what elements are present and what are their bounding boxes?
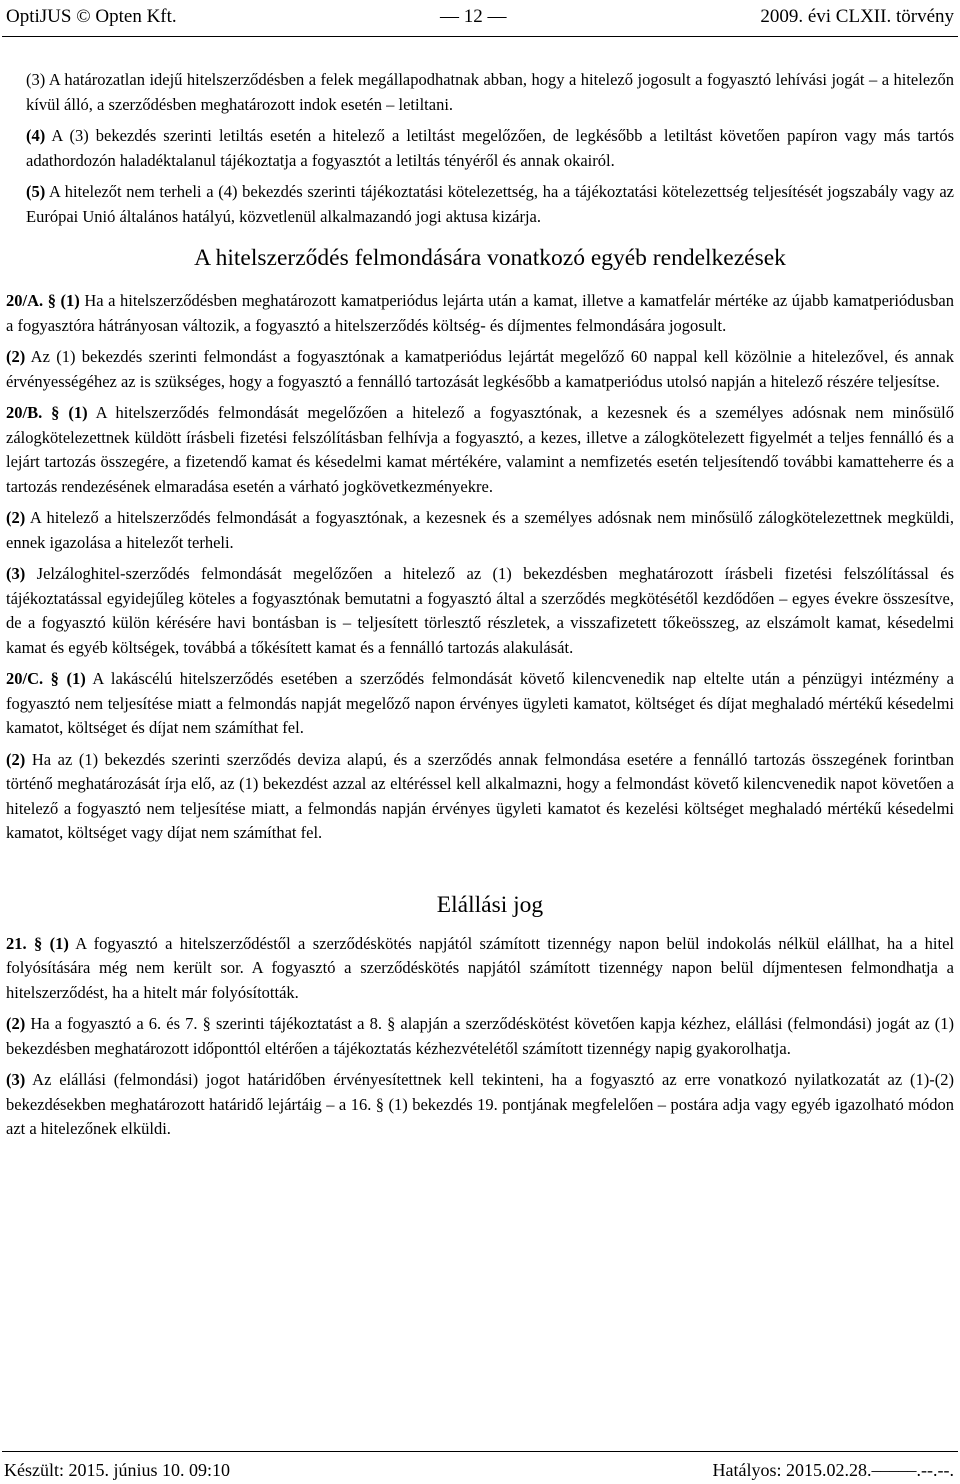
section-heading-withdrawal: Elállási jog (436, 891, 544, 918)
header-page-number: — 12 — (440, 6, 507, 27)
section-21-2: (2) Ha a fogyasztó a 6. és 7. § szerinti tájékoztatást a 8. § alapján a szerződéskötést követően kapja kézhez, elállási (felmondási) jogát az (1) bekezdésben meghatározott időponttól eltérően a tájékoztatás kézhezvételétől számított tizennégy napig gyakorolhatja. (6, 1014, 954, 1058)
footer-created-date: Készült: 2015. június 10. 09:10 (4, 1460, 230, 1480)
section-20b-2: (2) A hitelező a hitelszerződés felmondását a fogyasztónak, a kezesnek és a személyes adósnak nem minősülő zálogkötelezettnek megküldi, ennek igazolása a hitelezőt terheli. (6, 508, 954, 552)
section-20c-2: (2) Ha az (1) bekezdés szerinti szerződés deviza alapú, és a szerződés annak felmondása esetére a fennálló tartozás összegének forintban történő meghatározását írja elő, az (1) bekezdést azzal az eltéréssel kell alkalmazni, hogy a felmondást követő kilencvenedik napot követően a hitelező a fogyasztó nem teljesítése miatt, a felmondás napján érvényes ügyleti kamatot és kezelési költséget meghaladó mértékű késedelmi kamatot, költséget vagy díjat nem számíthat fel. (6, 749, 954, 842)
section-20c-1: 20/C. § (1) A lakáscélú hitelszerződés esetében a szerződés felmondását követő kilencvenedik nap eltelte után a pénzügyi intézmény a fogyasztó nem teljesítése miatt a felmondás napját megelőző napon érvényes ügyleti kamatot, költséget és díjat meghaladó mértékű késedelmi kamatot, költséget és díjat nem számíthat fel. (6, 669, 954, 737)
header-law-title: 2009. évi CLXII. törvény (760, 6, 954, 27)
section-heading-termination: A hitelszerződés felmondására vonatkozó egyéb rendelkezések (194, 245, 786, 271)
section-20a-2: (2) Az (1) bekezdés szerinti felmondást a fogyasztónak a kamatperiódus lejártát megelőző 60 nappal kell közölnie a hitelezővel, és annak érvényességéhez az is szükséges, hogy a fogyasztó a fennálló tartozását legkésőbb a kamatperiódus utolsó napján a hitelező részére teljesítse. (6, 347, 954, 391)
section-20a-1: 20/A. § (1) Ha a hitelszerződésben meghatározott kamatperiódus lejárta után a kamat, illetve a kamatfelár mértéke az újabb kamatperiódusban a fogyasztóra hátrányosan változik, a fogyasztó a hitelszerződés költség- és díjmentes felmondására jogosult. (6, 291, 954, 335)
section-21-3: (3) Az elállási (felmondási) jogot határidőben érvényesítettnek kell tekinteni, ha a fogyasztó az erre vonatkozó nyilatkozatát az (1)-(2) bekezdésekben meghatározott határidő lejártáig – a 16. § (1) bekezdés 19. pontjának megfelelően – postára adja vagy egyéb igazolható módon azt a hitelezőnek elküldi. (6, 1070, 954, 1138)
paragraph-4: (4) A (3) bekezdés szerinti letiltás esetén a hitelező a letiltást megelőzően, de legkésőbb a letiltást követően papíron vagy más tartós adathordozón haladéktalanul tájékoztatja a fogyasztót a letiltás tényéről és annak okairól. (26, 126, 954, 170)
section-20b-3: (3) Jelzáloghitel-szerződés felmondását megelőzően a hitelező az (1) bekezdésben meghatározott írásbeli fizetési felszólítással és tájékoztatással egyidejűleg köteles a fogyasztónak bemutatni a fogyasztó által a szerződés megkötésétől kezdődően – egyes évekre összesítve, de a fogyasztó külön kérésére havi bontásban is – teljesített törlesztő részletek, a visszafizetett tőkeösszeg, az elszámolt kamat, késedelmi kamat és egyéb költségek, továbbá a tőkésített kamat és a fennálló tartozás alakulását. (6, 564, 954, 657)
section-20b-1: 20/B. § (1) A hitelszerződés felmondását megelőzően a hitelező a fogyasztónak, a kezesnek és a személyes adósnak nem minősülő zálogkötelezettnek küldött írásbeli fizetési felszólításban felhívja a fogyasztó, a kezes, illetve a zálogkötelezett figyelmét a teljes fennálló és a lejárt tartozás összegére, a fizetendő kamat és késedelmi kamat mértékére, valamint a nemfizetés esetén teljesítendő további kamatteherre és a tartozás rendezésének elmaradása esetén a várható jogkövetkezményekre. (6, 403, 954, 496)
header-rule (2, 36, 958, 37)
paragraph-5: (5) A hitelezőt nem terheli a (4) bekezdés szerinti tájékoztatási kötelezettség, ha a tájékoztatási kötelezettség teljesítését jogszabály vagy az Európai Unió általános hatályú, közvetlenül alkalmazandó jogi aktusa kizárja. (26, 182, 954, 226)
paragraph-3: (3) A határozatlan idejű hitelszerződésben a felek megállapodhatnak abban, hogy a hitelező jogosult a fogyasztó lehívási jogát – a hitelezőn kívül álló, a szerződésben meghatározott indok esetén – letiltani. (26, 70, 954, 114)
footer-effective-date: Hatályos: 2015.02.28.–––––.--.--. (712, 1460, 954, 1480)
section-21-1: 21. § (1) A fogyasztó a hitelszerződéstől a szerződéskötés napjától számított tizennégy napon belül indokolás nélkül elállhat, ha a hitel folyósítására még nem került sor. A fogyasztó a szerződéskötés napjától számított tizennégy napon belül díjmentesen felmondhatja a hitelszerződést, ha a hitelt már folyósították. (6, 933, 954, 1002)
footer-rule (2, 1451, 958, 1452)
document-body (6, 68, 954, 1142)
header-publisher: OptiJUS © Opten Kft. (6, 6, 177, 27)
